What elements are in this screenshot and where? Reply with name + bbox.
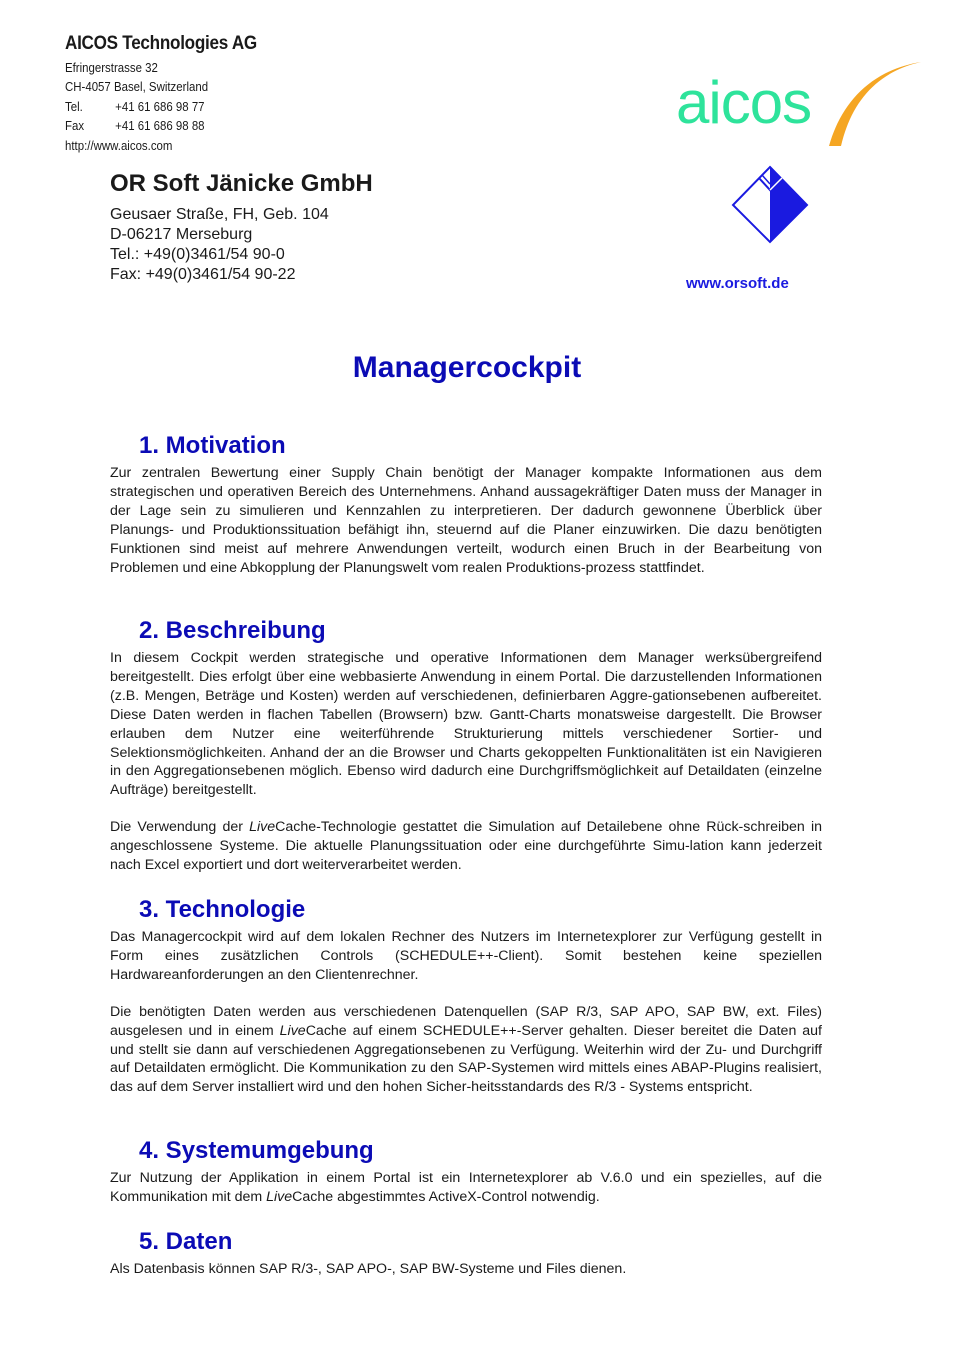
section-technologie <box>110 896 822 1115</box>
section-heading: 2. Beschreibung <box>139 617 326 644</box>
orsoft-address-block <box>110 170 373 285</box>
section-beschreibung <box>110 617 822 893</box>
section-heading: 3. Technologie <box>139 896 306 923</box>
section-paragraph <box>110 818 822 875</box>
text-run-italic: Live <box>266 1188 293 1205</box>
section-paragraph: Zur zentralen Bewertung einer Supply Chain benötigt der Manager kompakte Informationen aus dem strategischen und operativen Bereich des Unternehmens. Anhand aussagekräftiger Daten muss der Manager in der Lage sein zu simulieren und Kennzahlen zu interpretieren. Der dadurch gewonnene Überblick über Planungs- und Produktionssituation befähigt ihn, steuernd auf die Planer einzuwirken. Die dazu benötigten Funktionen sind meist auf mehrere Anwendungen verteilt, wodurch einen Bruch in der Bearbeitung von Problemen und eine Abkopplung der Planungswelt vom realen Produktions-prozess stattfindet. <box>110 465 822 576</box>
section-paragraph: In diesem Cockpit werden strategische und operative Informationen dem Manager werksübergreifend bereitgestellt. Dies erfolgt über eine webbasierte Anwendung in einem Portal. Die darzustellenden Informationen (z.B. Mengen, Beträge und Kosten) werden auf verschiedenen, definierbaren Aggre-gationsebenen aufbereitet. Diese Daten werden in flachen Tabellen (Browsern) bzw. Gantt-Charts monatsweise dargestellt. Die Browser erlauben dem Nutzer eine weiterführende Strukturierung mittels verschiedener Sortier- und Selektionsmöglichkeiten. Anhand der an die Browser und Charts gekoppelten Funktionalitäten ist ein Navigieren in den Aggregationsebenen möglich. Ebenso wird dadurch eine Durchgriffsmöglichkeit auf Detaildaten (einzelne Aufträge) bereitgestellt. <box>110 650 822 799</box>
aicos-city: CH-4057 Basel, Switzerland <box>65 79 209 95</box>
text-run-italic: Live <box>249 819 276 836</box>
aicos-website-link[interactable]: http://www.aicos.com <box>65 137 173 153</box>
section-heading: 4. Systemumgebung <box>139 1137 374 1164</box>
aicos-phone <box>65 97 253 116</box>
aicos-company-name: AICOS Technologies AG <box>65 33 257 54</box>
text-run: Zur Nutzung der Applikation in einem Portal ist ein Internetexplorer ab V.6.0 und ein spezielles, auf die Kommunikation mit dem <box>110 1170 822 1205</box>
section-heading: 1. Motivation <box>139 432 286 459</box>
orsoft-website-link[interactable]: www.orsoft.de <box>686 275 789 292</box>
aicos-phone-number: +41 61 686 98 77 <box>115 98 205 114</box>
section-paragraph: Das Managercockpit wird auf dem lokalen Rechner des Nutzers im Internetexplorer zur Verfügung gestellt in Form eines zusätzlichen Controls (SCHEDULE++-Client). Somit bestehen keine speziellen Hardwareanforderungen an den Clientenrechner. <box>110 929 822 983</box>
text-run: Cache-Technologie gestattet die Simulation auf Detailebene ohne Rück-schreiben in angeschlossene Systeme. Die aktuelle Planungssituation oder eine durchgeführte Simu-lation kann jederzeit nach Excel exportiert und dort weiterverarbeitet werden. <box>110 819 822 874</box>
section-paragraph: Als Datenbasis können SAP R/3-, SAP APO-, SAP BW-Systeme und Files dienen. <box>110 1261 627 1277</box>
section-motivation <box>110 432 822 595</box>
aicos-fax-number: +41 61 686 98 88 <box>115 118 205 134</box>
orsoft-city: D-06217 Merseburg <box>110 226 253 243</box>
orsoft-phone: Tel.: +49(0)3461/54 90-0 <box>110 246 285 263</box>
orsoft-diamond-logo-icon <box>730 165 810 245</box>
aicos-logo <box>676 58 926 153</box>
section-paragraph <box>110 1003 822 1098</box>
aicos-swoosh-icon <box>676 58 926 153</box>
text-run-italic: Live <box>279 1022 306 1039</box>
section-heading: 5. Daten <box>139 1228 233 1255</box>
text-run: Cache auf einem SCHEDULE++-Server gehalten. Dieser bereitet die Daten auf und stellt sie dann auf verschiedenen Aggregationsebenen zu Verfügung. Weiterhin wird der Zu- und Durchgriff auf Detaildaten ermöglicht. Die Kommunikation zu den SAP-Systemen wird mittels eines ABAP-Plugins realisiert, das auf dem Server installiert wird und den hohen Sicher-heitsstandards des R/3 - Systems entspricht. <box>110 1022 822 1096</box>
document-title: Managercockpit <box>352 351 582 384</box>
text-run: Cache abgestimmtes ActiveX-Control notwendig. <box>292 1188 600 1205</box>
orsoft-company-name: OR Soft Jänicke GmbH <box>110 170 373 197</box>
aicos-fax-label: Fax <box>65 118 85 134</box>
aicos-phone-label: Tel. <box>65 98 83 114</box>
aicos-street: Efringerstrasse 32 <box>65 60 158 75</box>
aicos-fax <box>65 116 253 135</box>
section-paragraph <box>110 1169 822 1207</box>
aicos-address-block <box>65 33 278 155</box>
aicos-logo-text: aicos <box>676 69 812 136</box>
orsoft-street: Geusaer Straße, FH, Geb. 104 <box>110 206 329 223</box>
text-run: Die benötigten Daten werden aus verschiedenen Datenquellen (SAP R/3, SAP APO, SAP BW, ext. Files) ausgelesen und in einem <box>110 1003 822 1039</box>
section-daten <box>110 1228 822 1297</box>
section-systemumgebung <box>110 1137 822 1225</box>
text-run: Die Verwendung der <box>110 819 250 836</box>
orsoft-fax: Fax: +49(0)3461/54 90-22 <box>110 266 296 283</box>
